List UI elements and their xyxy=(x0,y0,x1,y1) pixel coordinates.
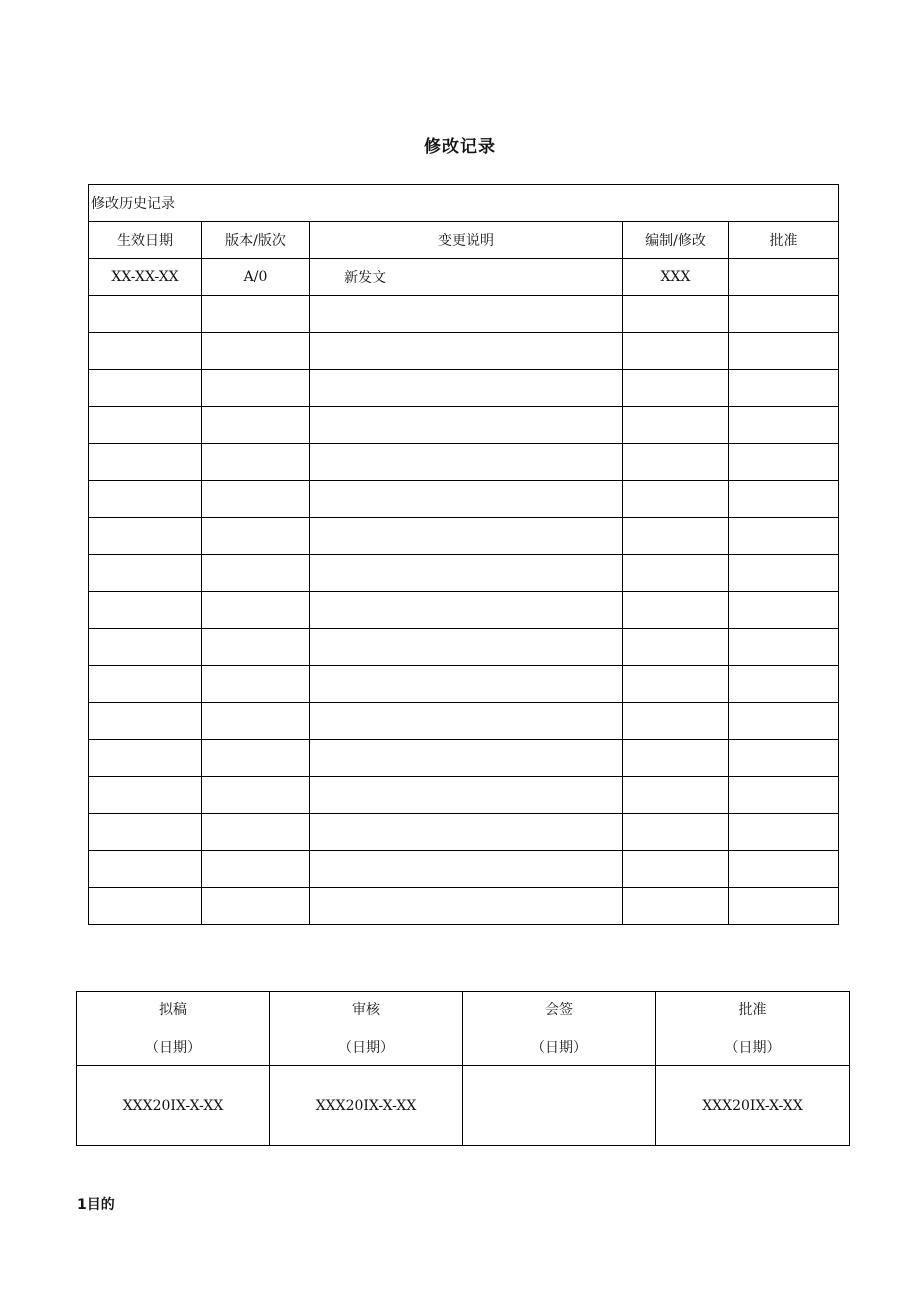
empty-cell xyxy=(729,518,839,555)
empty-cell xyxy=(310,851,623,888)
header-author: 编制/修改 xyxy=(623,222,729,259)
empty-cell xyxy=(310,555,623,592)
empty-cell xyxy=(89,407,202,444)
signoff-approver-value: XXX20IX-X-XX xyxy=(656,1066,850,1146)
empty-cell xyxy=(729,740,839,777)
empty-cell xyxy=(89,888,202,925)
empty-cell xyxy=(310,444,623,481)
empty-cell xyxy=(202,592,310,629)
table-row xyxy=(89,888,839,925)
empty-cell xyxy=(202,555,310,592)
cell-approval xyxy=(729,259,839,296)
empty-cell xyxy=(729,333,839,370)
table-row xyxy=(89,518,839,555)
empty-cell xyxy=(89,777,202,814)
empty-cell xyxy=(623,888,729,925)
empty-cell xyxy=(202,740,310,777)
table-row xyxy=(89,666,839,703)
cell-author: XXX xyxy=(623,259,729,296)
header-approval: 批准 xyxy=(729,222,839,259)
cell-effective-date: XX-XX-XX xyxy=(89,259,202,296)
table-row xyxy=(89,740,839,777)
empty-cell xyxy=(623,481,729,518)
header-version: 版本/版次 xyxy=(202,222,310,259)
table-row xyxy=(89,370,839,407)
empty-cell xyxy=(729,407,839,444)
empty-cell xyxy=(729,296,839,333)
table-row xyxy=(89,851,839,888)
empty-cell xyxy=(89,555,202,592)
empty-cell xyxy=(623,740,729,777)
empty-cell xyxy=(623,407,729,444)
empty-cell xyxy=(310,703,623,740)
signoff-countersign xyxy=(463,992,656,1066)
empty-cell xyxy=(310,777,623,814)
empty-cell xyxy=(310,370,623,407)
empty-cell xyxy=(202,481,310,518)
empty-cell xyxy=(310,592,623,629)
section-heading: 1目的 xyxy=(77,1197,115,1213)
empty-cell xyxy=(729,888,839,925)
empty-cell xyxy=(623,851,729,888)
revision-history-table xyxy=(88,184,839,925)
table-row xyxy=(89,703,839,740)
empty-cell xyxy=(729,444,839,481)
empty-cell xyxy=(202,518,310,555)
empty-cell xyxy=(89,444,202,481)
header-effective-date: 生效日期 xyxy=(89,222,202,259)
empty-cell xyxy=(89,851,202,888)
role-date-label: （日期） xyxy=(724,1039,781,1056)
table-row xyxy=(89,444,839,481)
empty-cell xyxy=(729,555,839,592)
empty-cell xyxy=(89,592,202,629)
empty-cell xyxy=(89,666,202,703)
empty-cell xyxy=(89,814,202,851)
empty-cell xyxy=(623,518,729,555)
cell-change-description: 新发文 xyxy=(310,259,623,296)
empty-cell xyxy=(89,629,202,666)
empty-cell xyxy=(202,333,310,370)
empty-cell xyxy=(623,555,729,592)
empty-cell xyxy=(623,370,729,407)
empty-cell xyxy=(89,518,202,555)
empty-cell xyxy=(202,629,310,666)
empty-cell xyxy=(310,518,623,555)
empty-cell xyxy=(623,333,729,370)
empty-cell xyxy=(202,777,310,814)
empty-cell xyxy=(310,888,623,925)
empty-cell xyxy=(89,370,202,407)
empty-cell xyxy=(623,703,729,740)
empty-cell xyxy=(89,740,202,777)
table-row xyxy=(89,407,839,444)
table-row xyxy=(89,296,839,333)
empty-cell xyxy=(310,629,623,666)
empty-cell xyxy=(202,851,310,888)
empty-cell xyxy=(623,814,729,851)
table-row xyxy=(89,259,839,296)
role-date-label: （日期） xyxy=(145,1039,201,1056)
empty-cell xyxy=(729,777,839,814)
empty-cell xyxy=(310,407,623,444)
signoff-approver xyxy=(656,992,850,1066)
signoff-drafter xyxy=(77,992,270,1066)
empty-cell xyxy=(310,666,623,703)
role-date-label: （日期） xyxy=(531,1039,587,1056)
signoff-drafter-value: XXX20IX-X-XX xyxy=(77,1066,270,1146)
empty-cell xyxy=(202,666,310,703)
empty-cell xyxy=(729,481,839,518)
cell-version: A/0 xyxy=(202,259,310,296)
table-row xyxy=(89,592,839,629)
signoff-reviewer xyxy=(270,992,463,1066)
empty-cell xyxy=(623,666,729,703)
empty-cell xyxy=(89,333,202,370)
history-caption: 修改历史记录 xyxy=(89,185,839,222)
empty-cell xyxy=(729,851,839,888)
table-row xyxy=(89,814,839,851)
empty-cell xyxy=(729,592,839,629)
role-name: 审核 xyxy=(352,1001,380,1018)
empty-cell xyxy=(202,888,310,925)
role-name: 批准 xyxy=(738,1001,767,1018)
empty-cell xyxy=(202,703,310,740)
empty-cell xyxy=(623,444,729,481)
empty-cell xyxy=(310,481,623,518)
empty-cell xyxy=(202,296,310,333)
empty-cell xyxy=(310,740,623,777)
empty-cell xyxy=(729,703,839,740)
empty-cell xyxy=(202,407,310,444)
empty-cell xyxy=(310,296,623,333)
empty-rows xyxy=(89,296,839,925)
table-row xyxy=(89,333,839,370)
role-name: 会签 xyxy=(545,1001,573,1018)
empty-cell xyxy=(89,296,202,333)
table-row xyxy=(89,481,839,518)
page-title: 修改记录 xyxy=(424,137,496,157)
empty-cell xyxy=(310,814,623,851)
empty-cell xyxy=(729,666,839,703)
empty-cell xyxy=(202,370,310,407)
empty-cell xyxy=(623,629,729,666)
empty-cell xyxy=(623,592,729,629)
empty-cell xyxy=(729,629,839,666)
empty-cell xyxy=(89,481,202,518)
empty-cell xyxy=(89,703,202,740)
empty-cell xyxy=(310,333,623,370)
empty-cell xyxy=(729,370,839,407)
table-row xyxy=(89,629,839,666)
table-row xyxy=(89,555,839,592)
signoff-countersign-value xyxy=(463,1066,656,1146)
table-row xyxy=(89,777,839,814)
role-date-label: （日期） xyxy=(338,1039,394,1056)
signoff-table xyxy=(76,991,850,1146)
empty-cell xyxy=(202,814,310,851)
empty-cell xyxy=(623,296,729,333)
header-change-description: 变更说明 xyxy=(310,222,623,259)
empty-cell xyxy=(729,814,839,851)
empty-cell xyxy=(202,444,310,481)
empty-cell xyxy=(623,777,729,814)
role-name: 拟稿 xyxy=(159,1001,187,1018)
signoff-reviewer-value: XXX20IX-X-XX xyxy=(270,1066,463,1146)
